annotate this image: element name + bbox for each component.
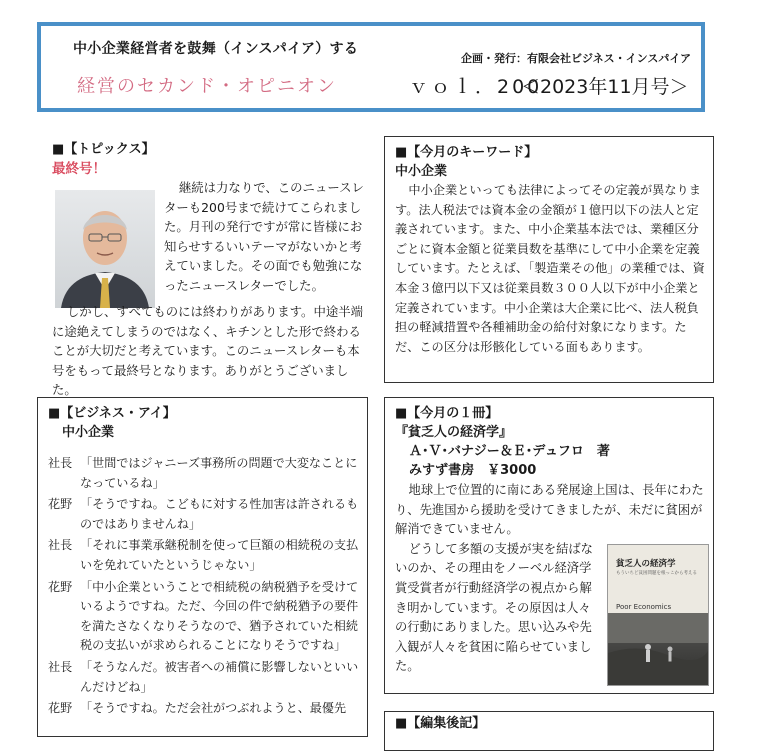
book-publisher-price: みすず書房 ￥3000 [409, 463, 537, 478]
masthead-tagline: 中小企業経営者を鼓舞（インスパイア）する [73, 41, 359, 57]
dialog-speaker: 花野 [48, 497, 73, 512]
dialog-line [48, 699, 359, 719]
dialog-text: 「それに事業承継税制を使って巨額の相続税の支払いを免れていたというじゃない」 [80, 538, 359, 572]
dialog-line [48, 658, 359, 697]
book-heading: ■【今月の１冊】 [395, 406, 499, 421]
dialog-list [48, 454, 359, 719]
editor-note-section [384, 711, 714, 751]
keyword-section [384, 136, 714, 383]
dialog-speaker: 社長 [48, 659, 73, 674]
issue-date: ＜2023年11月号＞ [521, 76, 689, 98]
dialog-line [48, 536, 359, 575]
keyword-heading: ■【今月のキーワード】 [395, 145, 538, 160]
business-eye-section [37, 397, 368, 737]
topics-text-bottom: しかし、すべてものには終わりがあります。中途半端に途絶えてしまうのではなく、キチンとした形で終わることが大切だと考えています。このニュースレターも本号をもって最終号となります。ありがとうございました。 [52, 304, 364, 398]
portrait-icon [55, 190, 155, 308]
dialog-speaker: 社長 [48, 538, 73, 553]
book-cover [607, 544, 709, 686]
business-eye-topic: 中小企業 [62, 425, 115, 440]
dialog-text: 「そうですね。こどもに対する性加害は許されるものではありませんね」 [80, 497, 359, 531]
topics-heading: ■【トピックス】 [52, 142, 155, 157]
masthead [37, 22, 705, 112]
cover-title: 貧乏人の経済学 [616, 558, 676, 569]
volume-number: ｖｏｌ．200 [409, 76, 543, 98]
book-title: 『貧乏人の経済学』 [395, 425, 513, 440]
topics-section [52, 140, 364, 398]
topics-text-right: 継続は力なりで、このニュースレターも200号まで続けてこられました。月刊の発行ですが常に皆様にお知らせするいいテーマがないかと考えていました。その面でも勉強になったニュースレターでした。 [164, 180, 364, 293]
book-section [384, 397, 714, 694]
dialog-line [48, 454, 359, 493]
dialog-speaker: 社長 [48, 456, 73, 470]
newsletter-title: 経営のセカンド・オピニオン [77, 76, 337, 97]
author-portrait [55, 190, 155, 308]
dialog-text: 「そうなんだ。被害者への補償に影響しないといいんだけどね」 [80, 659, 359, 694]
cover-subtitle: もういちど貧困問題を根っこから考える [616, 570, 697, 576]
dialog-text: 「そうですね。ただ会社がつぶれようと、最優先 [80, 701, 347, 716]
dialog-text: 「世間ではジャニーズ事務所の問題で大変なことになっているね」 [80, 456, 358, 490]
cover-english-title: Poor Economics [616, 602, 672, 611]
business-eye-heading: ■【ビジネス・アイ】 [48, 406, 176, 421]
book-intro: 地球上で位置的に南にある発展途上国は、長年にわたり、先進国から援助を受けてきましたが、未だに貧困が解消できていません。 [395, 483, 704, 537]
dialog-line [48, 495, 359, 534]
keyword-term: 中小企業 [395, 164, 448, 179]
dialog-text: 「中小企業ということで相続税の納税猶予を受けているようですね。ただ、今回の件で納税猶予の要件を満たさなくなりそうなので、猶予されていた相続税の支払いが求められることになりそうですね」 [80, 579, 359, 653]
dialog-speaker: 花野 [48, 701, 73, 716]
cover-photo [608, 613, 708, 685]
editor-note-heading: ■【編集後記】 [395, 716, 486, 731]
masthead-publisher: 企画・発行：有限会社ビジネス・インスパイア [460, 52, 691, 65]
dialog-line [48, 578, 359, 656]
book-review [395, 540, 705, 677]
dialog-speaker: 花野 [48, 579, 73, 594]
book-review-text: どうして多額の支援が実を結ばないのか、その理由をノーベル経済学賞受賞者が行動経済学の視点から解き明かしています。その原因は人々の行動にありました。思い込みや先入観が人々を貧困に陥らせていました。 [395, 541, 593, 674]
topics-subheading: 最終号！ [52, 161, 106, 177]
book-authors: Ａ･Ｖ･バナジー＆Ｅ･デュフロ 著 [409, 444, 610, 459]
cover-photo-icon [608, 613, 708, 685]
keyword-body: 中小企業といっても法律によってその定義が異なります。法人税法では資本金の金額が１億円以下の法人と定義されています。また、中小企業基本法では、業種区分ごとに資本金額と従業員数を基準にして中小企業を定義しています。たとえば、「製造業その他」の業種では、資本金３億円以下又は従業員数３００人以下が中小企業と定義されています。中小企業は大企業に比べ、法人税負担の軽減措置や各種補助金の給付対象になります。ただ、この区分は形骸化している面もあります。 [395, 183, 705, 354]
